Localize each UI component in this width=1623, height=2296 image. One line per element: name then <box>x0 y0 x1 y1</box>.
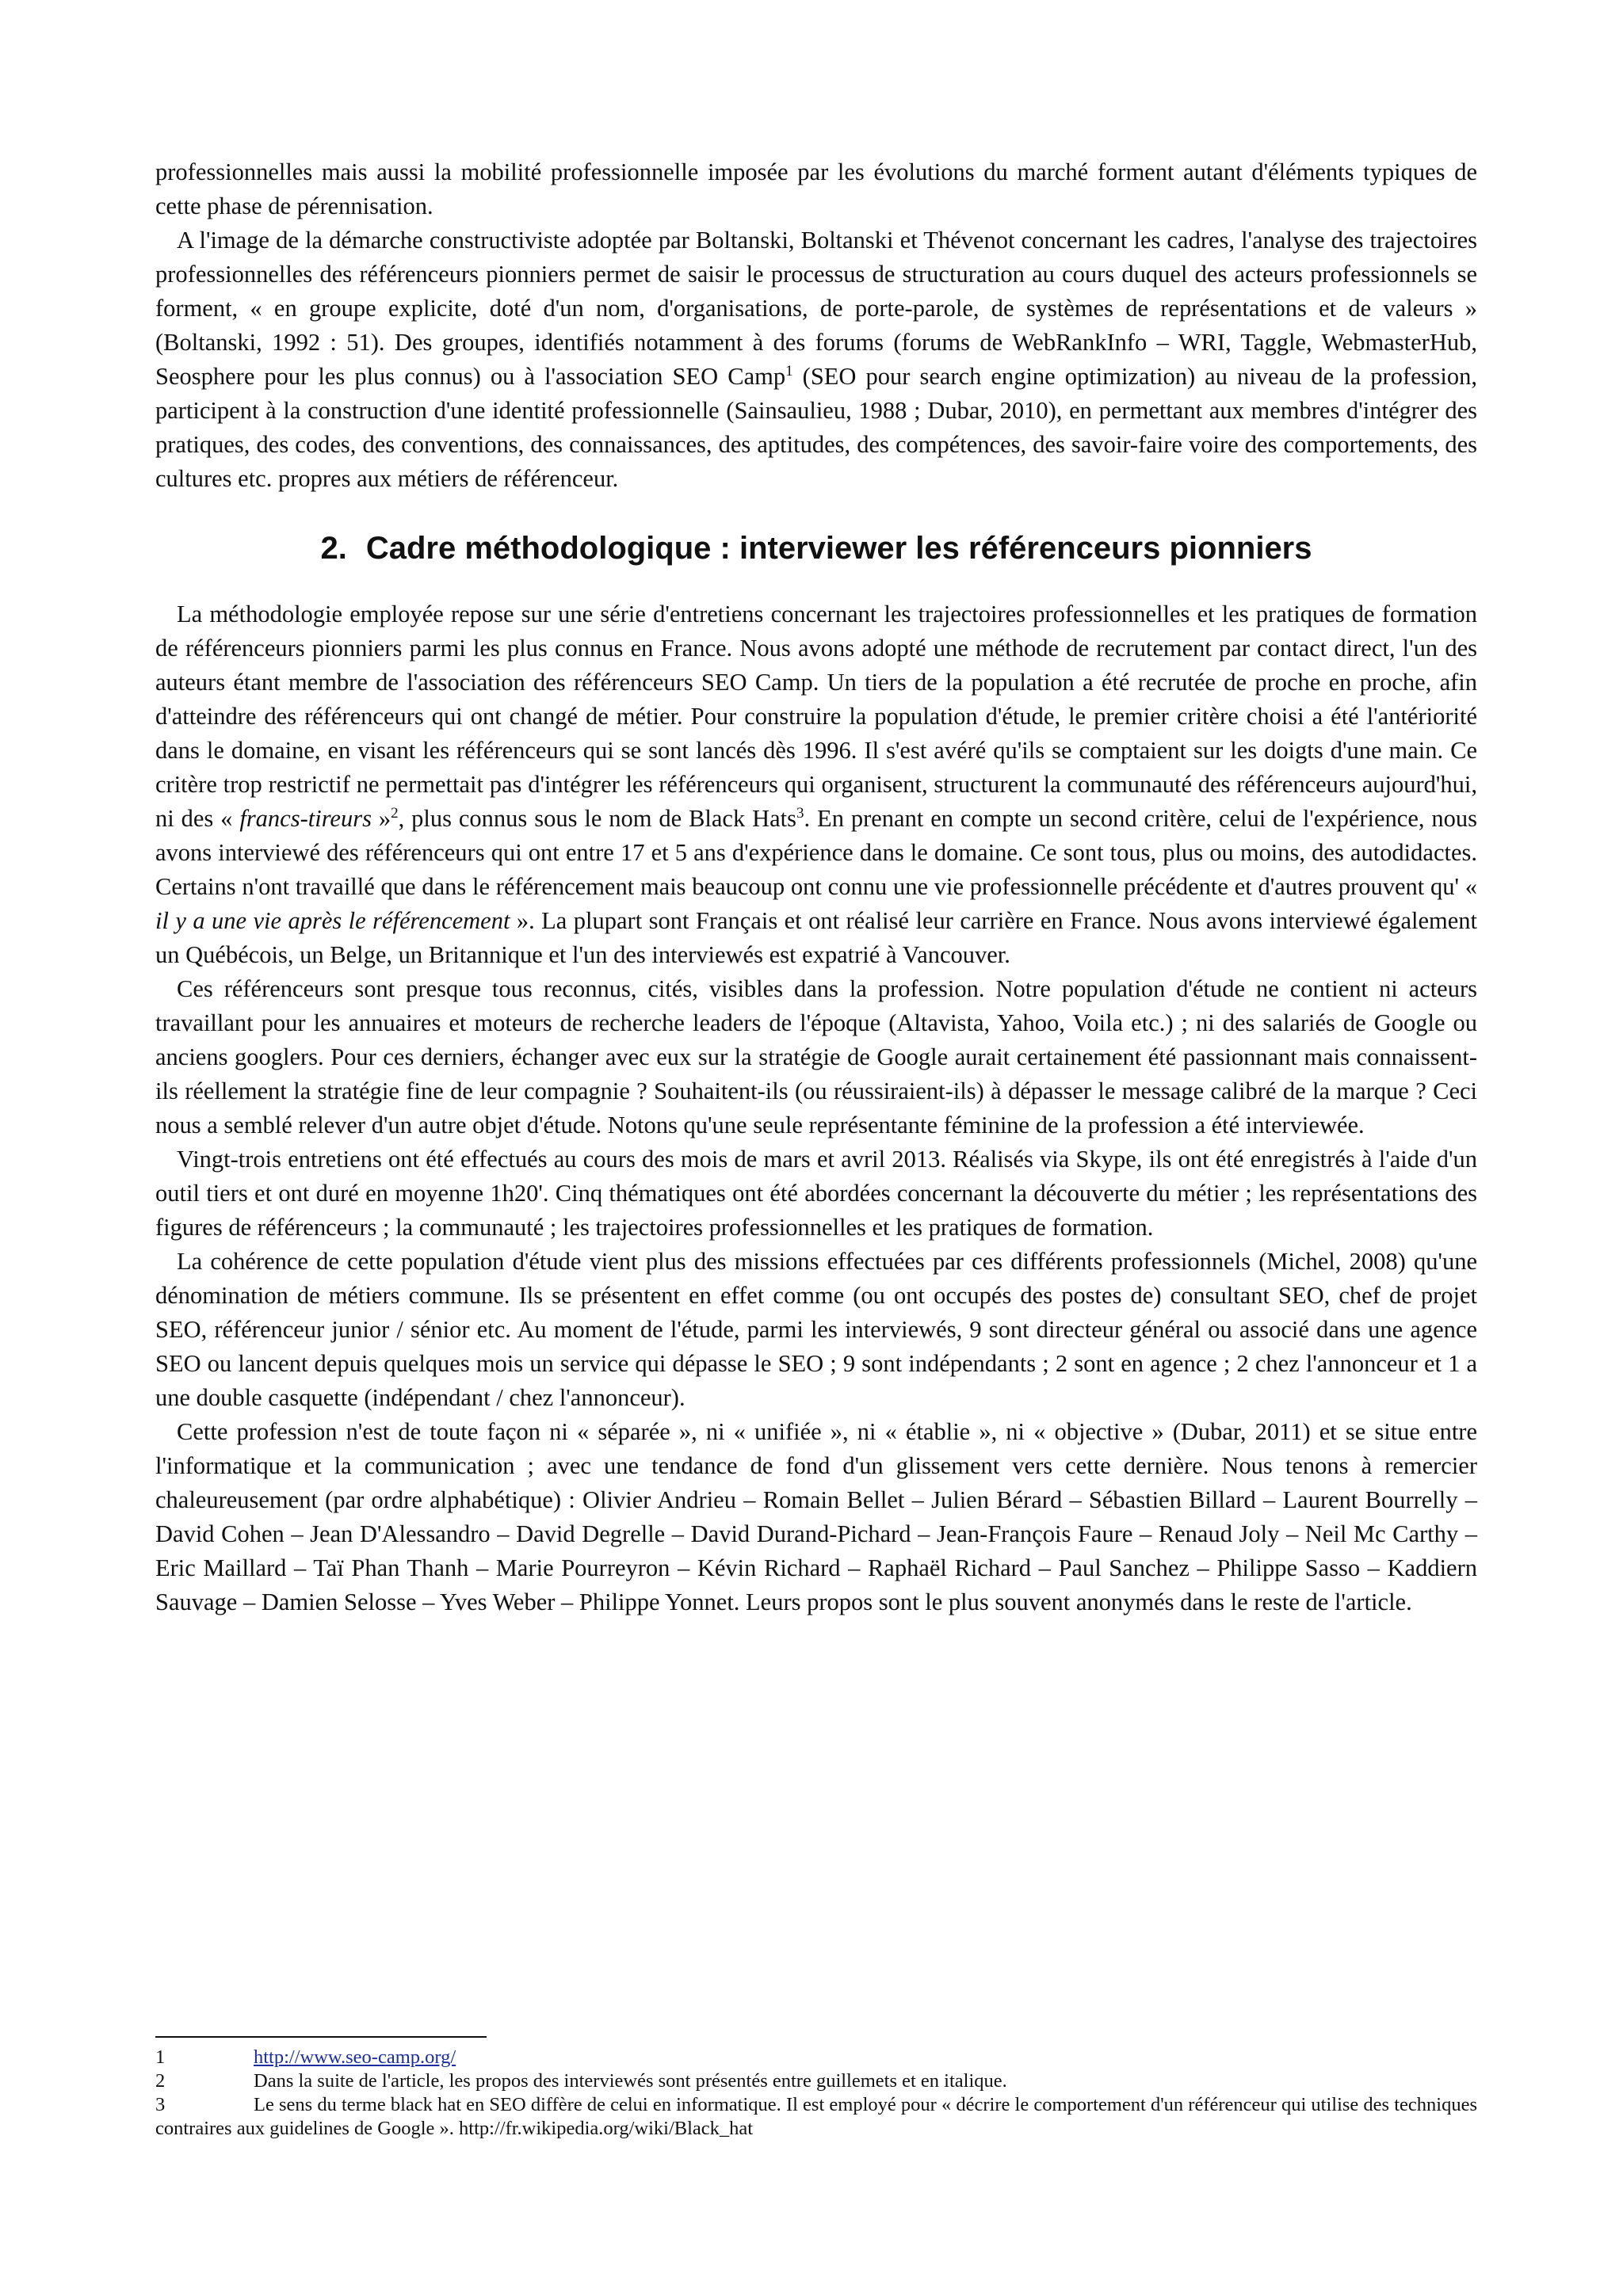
footnote-3 <box>155 2093 1477 2141</box>
italic-quote: francs-tireurs <box>239 805 372 832</box>
article-body <box>155 155 1477 1619</box>
paragraph-text: . En prenant en compte un second critère, celui de l'expérience, nous avons interviewé des référenceurs qui ont entre 17 et 5 ans d'expérience dans le domaine. Ce sont tous, plus ou moins, des autodidactes. Certains n'ont travaillé que dans le référencement mais beaucoup ont connu une vie professionnelle précédente et d'autres prouvent qu' « <box>155 805 1478 900</box>
footnote-number: 1 <box>155 2046 166 2068</box>
paragraph-text: (SEO pour search engine optimization) au niveau de la profession, participent à la construction d'une identité professionnelle (Sainsaulieu, 1988 ; Dubar, 2010), en permettant aux membres d'intégrer des pratiques, des codes, des conventions, des connaissances, des aptitudes, des compétences, des savoir-faire voire des comportements, des cultures etc. propres aux métiers de référenceur. <box>155 363 1477 492</box>
footnote-number: 2 <box>155 2070 166 2092</box>
footnote-ref-2[interactable]: 2 <box>391 804 399 822</box>
paragraph-methodology <box>155 597 1477 972</box>
paragraph-continuation: professionnelles mais aussi la mobilité professionnelle imposée par les évolutions du marché forment autant d'éléments typiques de cette phase de pérennisation. <box>155 158 1477 219</box>
paragraph-text: , plus connus sous le nom de Black Hats <box>398 805 797 832</box>
section-heading <box>155 529 1477 567</box>
footnotes <box>155 2036 1477 2141</box>
paragraph-text: A l'image de la démarche constructiviste adoptée par Boltanski, Boltanski et Thévenot concernant les cadres, l'analyse des trajectoires professionnelles des référenceurs pionniers permet de saisir le processus de structuration au cours duquel des acteurs professionnels se forment, « en groupe explicite, doté d'un nom, d'organisations, de porte-parole, de systèmes de représentations et de valeurs » (Boltanski, 1992 : 51). Des groupes, identifiés notamment à des forums (forums de WebRankInfo – WRI, Taggle, WebmasterHub, Seosphere pour les plus connus) ou à l'association SEO Camp <box>155 227 1477 390</box>
paragraph-population: Ces référenceurs sont presque tous reconnus, cités, visibles dans la profession. Notre population d'étude ne contient ni acteurs travaillant pour les annuaires et moteurs de recherche leaders de l'époque (Altavista, Yahoo, Voila etc.) ; ni des salariés de Google ou anciens googlers. Pour ces derniers, échanger avec eux sur la stratégie de Google aurait certainement été passionnant mais connaissent-ils réellement la stratégie fine de leur compagnie ? Souhaitent-ils (ou réussiraient-ils) à dépasser le message calibré de la marque ? Ceci nous a semblé relever d'un autre objet d'étude. Notons qu'une seule représentante féminine de la profession a été interviewée. <box>155 975 1477 1138</box>
section-title: Cadre méthodologique : interviewer les référenceurs pionniers <box>365 531 1312 566</box>
paragraph-acknowledgements: Cette profession n'est de toute façon ni « séparée », ni « unifiée », ni « établie », ni « objective » (Dubar, 2011) et se situe entre l'informatique et la communication ; avec une tendance de fond d'un glissement vers cette dernière. Nous tenons à remercier chaleureusement (par ordre alphabétique) : Olivier Andrieu – Romain Bellet – Julien Bérard – Sébastien Billard – Laurent Bourrelly – David Cohen – Jean D'Alessandro – David Degrelle – David Durand-Pichard – Jean-François Faure – Renaud Joly – Neil Mc Carthy – Eric Maillard – Taï Phan Thanh – Marie Pourreyron – Kévin Richard – Raphaël Richard – Paul Sanchez – Philippe Sasso – Kaddiern Sauvage – Damien Selosse – Yves Weber – Philippe Yonnet. Leurs propos sont le plus souvent anonymés dans le reste de l'article. <box>155 1418 1477 1615</box>
paragraph-text: La méthodologie employée repose sur une série d'entretiens concernant les trajectoires professionnelles et les pratiques de formation de référenceurs pionniers parmi les plus connus en France. Nous avons adopté une méthode de recrutement par contact direct, l'un des auteurs étant membre de l'association des référenceurs SEO Camp. Un tiers de la population a été recrutée de proche en proche, afin d'atteindre des référenceurs qui ont changé de métier. Pour construire la population d'étude, le premier critère choisi a été l'antériorité dans le domaine, en visant les référenceurs qui se sont lancés dès 1996. Il s'est avéré qu'ils se comptaient sur les doigts d'une main. Ce critère trop restrictif ne permettait pas d'intégrer les référenceurs qui organisent, structurent la communauté des référenceurs aujourd'hui, ni des « <box>155 601 1477 832</box>
footnote-ref-1[interactable]: 1 <box>785 362 793 379</box>
footnote-text: Dans la suite de l'article, les propos des interviewés sont présentés entre guillemets et en italique. <box>254 2070 1007 2092</box>
footnote-2 <box>155 2069 1477 2093</box>
footnote-separator <box>155 2036 487 2038</box>
italic-quote: il y a une vie après le référencement <box>155 907 510 934</box>
paragraph-constructivist <box>155 223 1477 496</box>
paragraph-text: » <box>371 805 391 832</box>
footnote-text: Le sens du terme black hat en SEO diffère de celui en informatique. Il est employé pour « décrire le comportement d'un référenceur qui utilise des techniques contraires aux guidelines de Google ». http://fr.wikipedia.org/wiki/Black_hat <box>155 2094 1477 2139</box>
footnote-1 <box>155 2046 1477 2069</box>
footnote-number: 3 <box>155 2094 166 2115</box>
footnote-ref-3[interactable]: 3 <box>796 804 804 822</box>
paragraph-text: ». La plupart sont Français et ont réalisé leur carrière en France. Nous avons interviewé également un Québécois, un Belge, un Britannique et l'un des interviewés est expatrié à Vancouver. <box>155 907 1477 968</box>
section-number: 2. <box>320 531 347 566</box>
footnote-link[interactable]: http://www.seo-camp.org/ <box>254 2046 456 2068</box>
paragraph-interviews: Vingt-trois entretiens ont été effectués au cours des mois de mars et avril 2013. Réalisés via Skype, ils ont été enregistrés à l'aide d'un outil tiers et ont duré en moyenne 1h20'. Cinq thématiques ont été abordées concernant la découverte du métier ; les représentations des figures de référenceurs ; la communauté ; les trajectoires professionnelles et les pratiques de formation. <box>155 1146 1477 1241</box>
paragraph-coherence: La cohérence de cette population d'étude vient plus des missions effectuées par ces différents professionnels (Michel, 2008) qu'une dénomination de métiers commune. Ils se présentent en effet comme (ou ont occupés des postes de) consultant SEO, chef de projet SEO, référenceur junior / sénior etc. Au moment de l'étude, parmi les interviewés, 9 sont directeur général ou associé dans une agence SEO ou lancent depuis quelques mois un service qui dépasse le SEO ; 9 sont indépendants ; 2 sont en agence ; 2 chez l'annonceur et 1 a une double casquette (indépendant / chez l'annonceur). <box>155 1248 1477 1411</box>
